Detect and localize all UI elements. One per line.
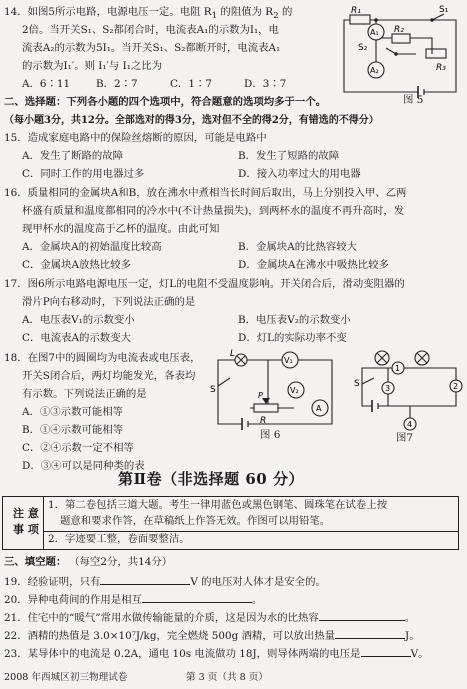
q18-line3: 有示数。下列说法正确的是: [22, 388, 147, 400]
fig5-label-r1: R₁: [351, 6, 361, 16]
q14-line1: 14．如图5所示电路，电源电压一定。电阻 $R_1$ 的阻值为 $R_2$ 的: [4, 6, 293, 22]
q15-option-d: D．接入功率过大的用电器: [238, 168, 361, 180]
q17-option-b: B．电压表V₂的示数变小: [238, 314, 351, 326]
q16-line3: 现甲杯水的温度高于乙杯的温度。由此可知: [22, 223, 220, 235]
part-2-title: 第Ⅱ卷（非选择题 60 分）: [118, 470, 304, 488]
footer-title: 2008 年西城区初三物理试卷: [4, 672, 128, 683]
notes-divider: [43, 531, 458, 532]
q15-option-b: B．发生了短路的故障: [238, 150, 340, 162]
q17-line1: 17．图6所示电路电源电压一定，灯L的电阻不受温度影响。开关闭合后，滑动变阻器的: [4, 278, 405, 290]
fig6-label-s: S: [210, 385, 216, 395]
q17-option-c: C．电流表A的示数变大: [22, 332, 131, 344]
fig7-meter-2: 2: [453, 382, 459, 391]
q17-option-d: D．灯L的实际功率不变: [238, 332, 347, 344]
fig7-label-s: S: [354, 379, 360, 389]
notes-box: [2, 496, 459, 550]
fig5-label-r2: R₂: [394, 25, 404, 35]
q18-option-c: C．②④示数一定不相等: [22, 442, 134, 454]
note-2: 2．字迹要工整，卷面要整洁。: [48, 533, 190, 545]
figure-6-caption: 图 6: [260, 429, 281, 441]
q23: 23．某导体中的电流是 0.2A，通电 10s 电流做功 18J，则导体两端的电压是 V。: [4, 648, 429, 660]
figure-5-circuit: [336, 4, 464, 106]
q22-answer-blank[interactable]: [335, 628, 405, 639]
q16-option-c: C．金属块A放热比较多: [22, 259, 131, 271]
q19: 19．经验证明，只有 V 的电压对人体才是安全的。: [4, 576, 326, 588]
q14-option-d: D．3∶7: [244, 78, 287, 90]
q16-line2: 杯盛有质量和温度都相同的冷水中(不计热量损失)，到两杯水的温度不再升高时，发: [22, 205, 405, 217]
fig7-meter-3: 3: [385, 384, 391, 393]
q23-answer-blank[interactable]: [361, 646, 411, 657]
q14-line3: 流表A₂的示数为5I₁。当开关S₁、S₂都断开时，电流表A₁: [22, 42, 281, 54]
q16-option-b: B．金属块A的比热容较大: [238, 241, 358, 253]
q14-option-b: B．2∶7: [96, 78, 138, 90]
section-2-note: （每小题3分，共12分。全部选对的得3分，选对但不全的得2分，有错选的不得分）: [4, 115, 379, 126]
q15-option-c: C．同时工作的用电器过多: [22, 168, 145, 180]
fig6-voltmeter-v1: V₁: [284, 356, 293, 365]
q16-line1: 16．质量相同的金属块A和B，放在沸水中煮相当长时间后取出，马上分别投入甲、乙两: [4, 187, 407, 199]
q18-option-b: B．①④示数可能相等: [22, 424, 124, 436]
footer-page-number: 第 3 页（共 8 页）: [186, 672, 268, 683]
q14-option-c: C．1∶7: [170, 78, 212, 90]
fig5-label-s1: S₁: [439, 5, 449, 15]
fig7-meter-4: 4: [407, 420, 413, 429]
section-3-title: 三、填空题：: [4, 556, 67, 568]
q18-option-a: A．①③示数可能相等: [22, 406, 124, 418]
section-3-heading: [4, 556, 172, 570]
fig7-meter-1: 1: [395, 364, 401, 373]
q14-line2: 2倍。当开关S₁、S₂都闭合时，电流表A₁的示数为I₁，电: [22, 24, 279, 36]
section-3-note: （每空2分，共14分）: [74, 556, 173, 568]
q14-option-a: A．6∶11: [22, 78, 71, 90]
q21-answer-blank[interactable]: [319, 610, 405, 621]
q16-option-d: D．金属块A在沸水中吸热比较多: [238, 259, 389, 271]
q22: 22．酒精的热值是 3.0×10⁷J/kg，完全燃烧 500g 酒精，可以放出热量 J。: [4, 630, 420, 642]
q18-line2: 开关S闭合后，两灯均能发光，各表均: [22, 370, 196, 382]
fig6-ammeter-a: A: [316, 404, 322, 413]
figure-5-caption: 图 5: [403, 94, 424, 106]
notes-label-line2: 事 项: [13, 523, 39, 536]
fig6-label-l: L: [230, 349, 236, 359]
fig5-label-s2: S₂: [358, 43, 368, 53]
fig6-voltmeter-v2: V₂: [290, 386, 299, 395]
fig5-ammeter-a2: A₂: [370, 66, 379, 75]
figure-6-circuit: [208, 346, 348, 436]
notes-label: [3, 497, 44, 549]
q18-line1: 18．在图7中的圆圈均为电流表或电压表，: [4, 352, 201, 364]
q18-option-d: D．③④可以是同种类的表: [22, 460, 145, 472]
figure-7-circuit: [352, 346, 464, 436]
q15-stem: 15．造成家庭电路中的保险丝熔断的原因，可能是电路中: [4, 132, 267, 144]
section-2-title: 二、选择题：下列各小题的四个选项中，符合题意的选项均多于一个。: [4, 96, 327, 108]
fig5-label-r3: R₃: [436, 63, 446, 73]
fig6-label-p: P: [258, 391, 263, 400]
q21: 21．住宅中的“暖气”常用水做传输能量的介质，这是因为水的比热容 。: [4, 612, 416, 624]
q17-option-a: A．电压表V₁的示数变小: [22, 314, 135, 326]
q19-answer-blank[interactable]: [100, 574, 190, 585]
q20: 20．异种电荷间的作用是相互 。: [4, 594, 263, 606]
q14-line4: 的示数为I₁′。则 I₁′与 I₁之比为: [22, 60, 163, 72]
q16-option-a: A．金属块A的初始温度比较高: [22, 241, 162, 253]
fig6-label-r: R: [260, 416, 267, 426]
note-1-line2: 题意和要求作答，在草稿纸上作答无效。作图可以用铅笔。: [60, 515, 331, 527]
notes-label-line1: 注 意: [13, 507, 39, 520]
q20-answer-blank[interactable]: [142, 592, 252, 603]
q15-option-a: A．发生了断路的故障: [22, 150, 124, 162]
note-1-line1: 1．第二卷包括三道大题。考生一律用蓝色或黑色钢笔、圆珠笔在试卷上按: [48, 499, 388, 511]
figure-7-caption: 图7: [396, 432, 414, 444]
fig5-ammeter-a1: A₁: [370, 28, 379, 37]
q17-line2: 滑片P向右移动时，下列说法正确的是: [22, 296, 196, 308]
